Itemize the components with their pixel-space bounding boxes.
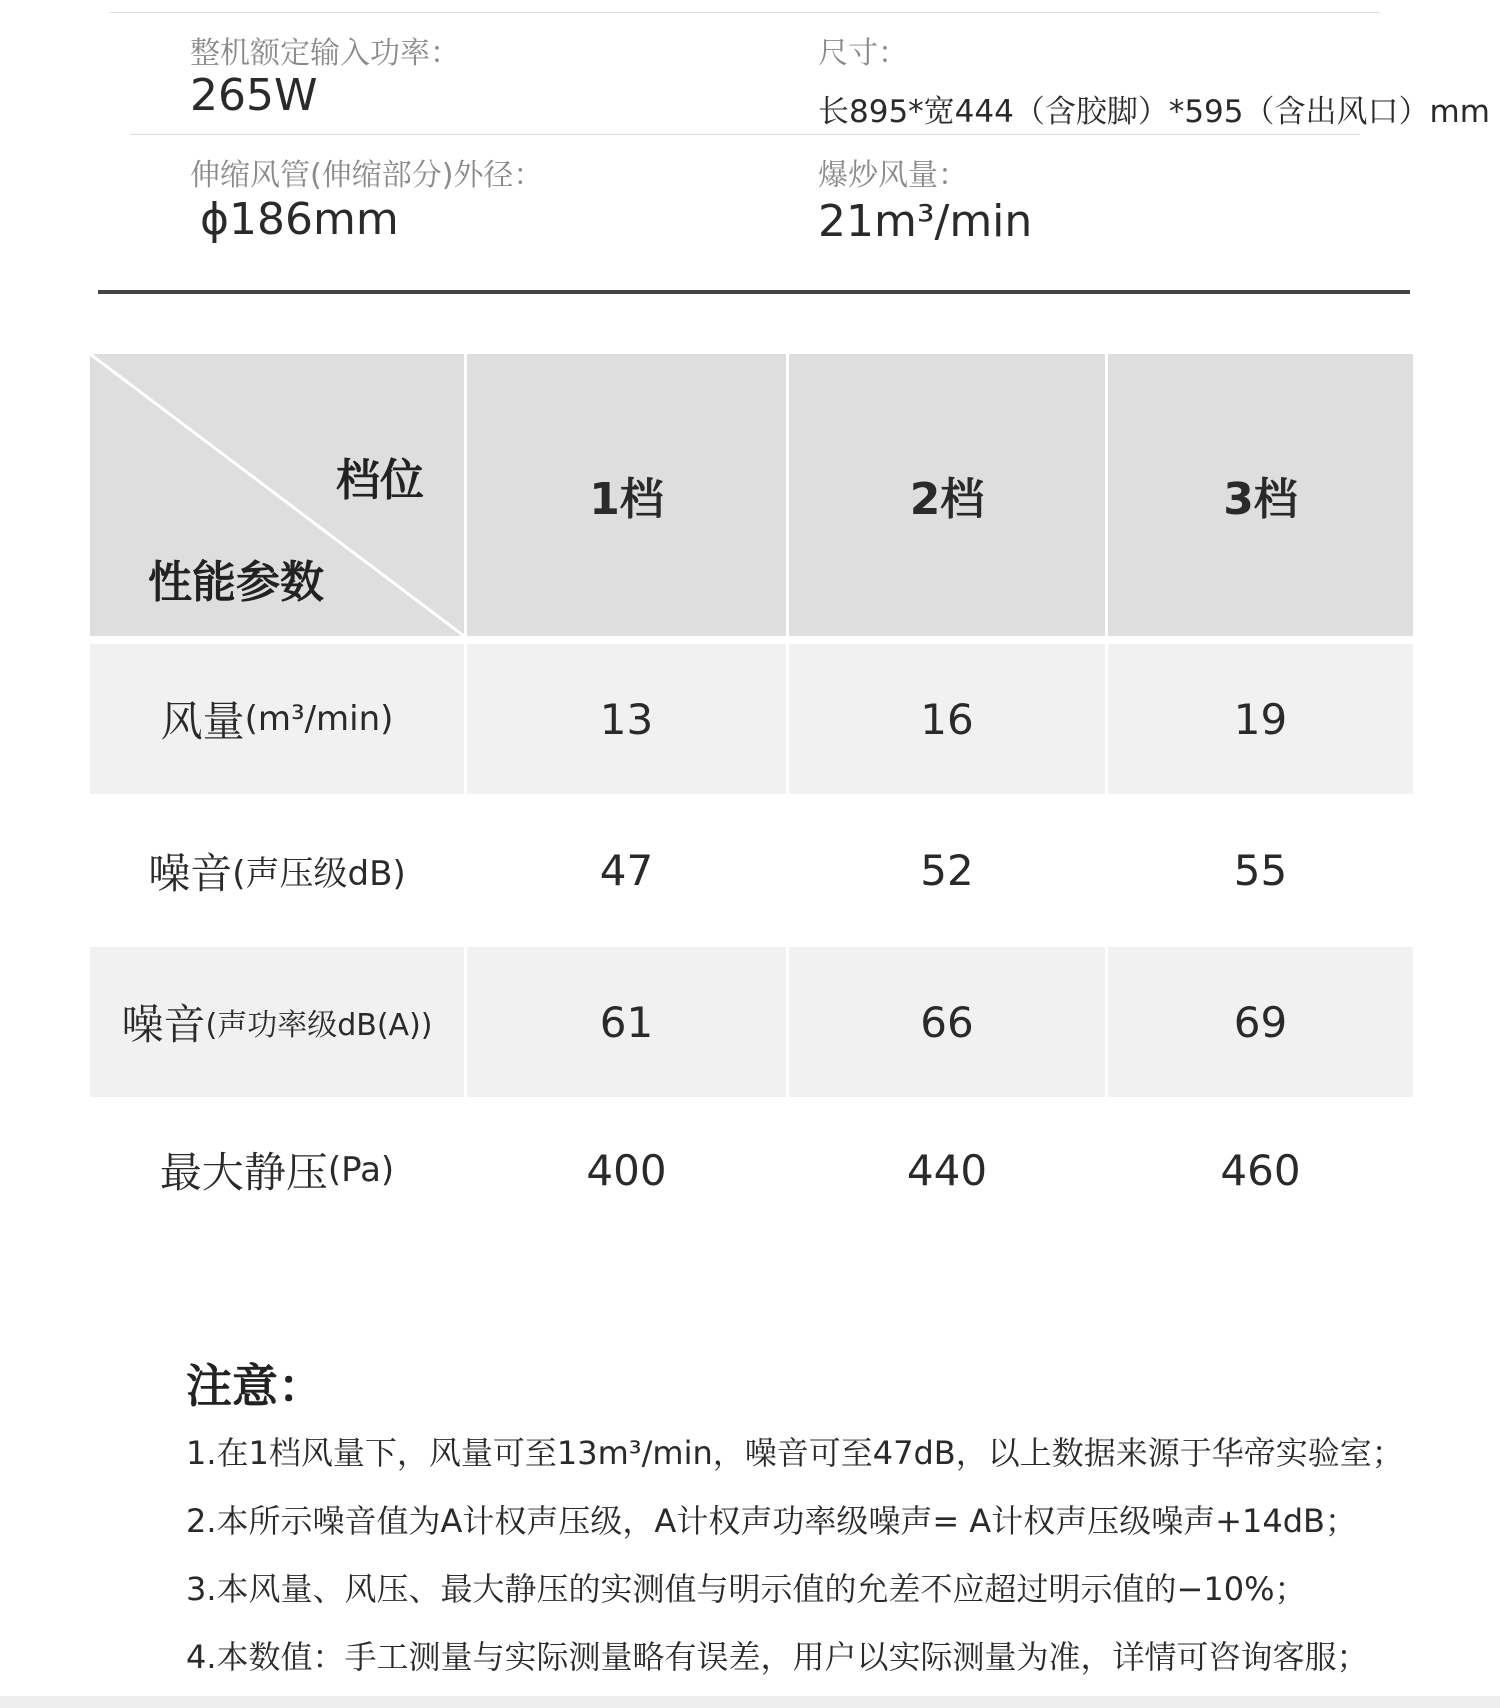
- table-cell: 47: [599, 846, 654, 895]
- table-cell: 400: [586, 1145, 667, 1195]
- section-divider: [98, 290, 1410, 294]
- column-header-3: 3档: [1108, 354, 1413, 636]
- row-label-airflow: [90, 644, 464, 794]
- notes-title: 注意：: [186, 1359, 324, 1413]
- note-item-4: 4.本数值：手工测量与实际测量略有误差，用户以实际测量为准，详情可咨询客服；: [186, 1638, 1369, 1676]
- param-unit: (声压级dB): [232, 854, 406, 894]
- bottom-strip: [0, 1696, 1500, 1708]
- note-item-1: 1.在1档风量下，风量可至13m³/min，噪音可至47dB，以上数据来源于华帝实验室；: [186, 1434, 1404, 1472]
- table-cell: 55: [1233, 846, 1288, 895]
- table-corner-cell: [90, 354, 464, 636]
- table-cell: 61: [467, 947, 786, 1097]
- table-cell: 52: [920, 846, 974, 895]
- burst-airflow-label: 爆炒风量：: [818, 158, 968, 193]
- table-cell: 16: [789, 644, 1105, 794]
- top-divider: [110, 12, 1380, 13]
- param-unit: (m³/min): [244, 699, 394, 739]
- param-name: 风量: [160, 697, 245, 746]
- row-label-noise-power: [90, 947, 464, 1097]
- column-header-2: 2档: [789, 354, 1105, 636]
- table-cell: 69: [1108, 947, 1413, 1097]
- power-label: 整机额定输入功率：: [190, 36, 460, 71]
- table-cell: 440: [906, 1145, 988, 1195]
- table-row-static-pressure: [90, 1100, 1413, 1240]
- corner-gear-label: 档位: [336, 455, 424, 506]
- table-row-noise-power: [90, 947, 1413, 1097]
- param-name: 最大静压: [159, 1148, 328, 1197]
- table-cell: 460: [1220, 1145, 1301, 1195]
- duct-value: ϕ186mm: [200, 194, 399, 245]
- table-row-airflow: [90, 644, 1413, 794]
- table-header-row: [90, 354, 1413, 636]
- corner-param-label: 性能参数: [148, 557, 324, 608]
- size-label: 尺寸：: [818, 36, 908, 71]
- table-cell: 19: [1108, 644, 1413, 794]
- param-unit: (Pa): [327, 1150, 395, 1190]
- duct-label: 伸缩风管(伸缩部分)外径：: [190, 158, 544, 193]
- table-cell: 13: [467, 644, 786, 794]
- param-name: 噪音: [148, 848, 233, 898]
- table-cell: 66: [789, 947, 1105, 1097]
- note-item-3: 3.本风量、风压、最大静压的实测值与明示值的允差不应超过明示值的−10%；: [186, 1570, 1307, 1608]
- power-value: 265W: [190, 70, 318, 121]
- spec-divider: [130, 134, 1360, 135]
- note-item-2: 2.本所示噪音值为A计权声压级，A计权声功率级噪声= A计权声压级噪声+14dB；: [186, 1502, 1357, 1540]
- column-header-1: 1档: [467, 354, 786, 636]
- burst-airflow-value: 21m³/min: [818, 196, 1033, 247]
- size-value: 长895*宽444（含胶脚）*595（含出风口）mm: [818, 94, 1490, 130]
- param-name: 噪音: [121, 1000, 206, 1049]
- row-label-static-pressure: [90, 1100, 464, 1240]
- param-unit: (声功率级dB(A)): [205, 1008, 433, 1043]
- table-row-noise-pressure: [90, 797, 1413, 944]
- row-label-noise-pressure: [90, 797, 464, 944]
